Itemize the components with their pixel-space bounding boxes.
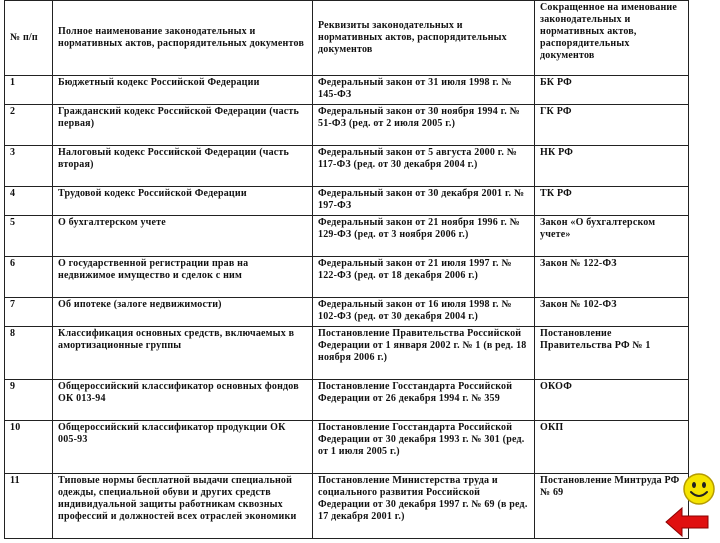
row-number: 2 <box>5 105 53 146</box>
row-details: Федеральный закон от 31 июля 1998 г. № 145-ФЗ <box>313 76 535 105</box>
row-name: Налоговый кодекс Российской Федерации (часть вторая) <box>53 146 313 187</box>
row-details: Постановление Правительства Российской Федерации от 1 января 2002 г. № 1 (в ред. 18 ноября 2006 г.) <box>313 327 535 380</box>
row-short: Постановление Минтруда РФ № 69 <box>535 474 689 539</box>
table-row <box>5 327 689 380</box>
row-number: 7 <box>5 298 53 327</box>
header-details: Реквизиты законодательных и нормативных актов, распорядительных документов <box>313 1 535 76</box>
table-row <box>5 76 689 105</box>
row-number: 9 <box>5 380 53 421</box>
row-name: О бухгалтерском учете <box>53 216 313 257</box>
row-name: Классификация основных средств, включаемых в амортизационные группы <box>53 327 313 380</box>
row-name: Бюджетный кодекс Российской Федерации <box>53 76 313 105</box>
row-name: Общероссийский классификатор основных фондов ОК 013-94 <box>53 380 313 421</box>
row-details: Федеральный закон от 30 декабря 2001 г. № 197-ФЗ <box>313 187 535 216</box>
row-short: ОКОФ <box>535 380 689 421</box>
row-number: 5 <box>5 216 53 257</box>
smiley-left-eye <box>692 482 696 488</box>
row-name: Об ипотеке (залоге недвижимости) <box>53 298 313 327</box>
row-number: 4 <box>5 187 53 216</box>
row-number: 3 <box>5 146 53 187</box>
table-row <box>5 216 689 257</box>
smiley-face-circle <box>684 474 714 504</box>
row-details: Федеральный закон от 5 августа 2000 г. № 117-ФЗ (ред. от 30 декабря 2004 г.) <box>313 146 535 187</box>
table-row <box>5 421 689 474</box>
header-short-name: Сокращенное на именование законодательных и нормативных актов, распорядительных документов <box>535 1 689 76</box>
back-arrow-icon[interactable] <box>664 506 710 538</box>
table-row <box>5 380 689 421</box>
smiley-face-icon[interactable] <box>682 472 716 506</box>
row-number: 8 <box>5 327 53 380</box>
row-short: ОКП <box>535 421 689 474</box>
row-number: 6 <box>5 257 53 298</box>
table-row <box>5 474 689 539</box>
header-full-name: Полное наименование законодательных и нормативных актов, распорядительных документов <box>53 1 313 76</box>
row-short: ГК РФ <box>535 105 689 146</box>
row-short: Закон № 102-ФЗ <box>535 298 689 327</box>
table-row <box>5 298 689 327</box>
row-details: Постановление Госстандарта Российской Федерации от 30 декабря 1993 г. № 301 (ред. от 1 июля 2005 г.) <box>313 421 535 474</box>
row-name: Гражданский кодекс Российской Федерации (часть первая) <box>53 105 313 146</box>
row-short: НК РФ <box>535 146 689 187</box>
table-row <box>5 146 689 187</box>
row-details: Постановление Госстандарта Российской Федерации от 26 декабря 1994 г. № 359 <box>313 380 535 421</box>
row-number: 11 <box>5 474 53 539</box>
row-name: О государственной регистрации прав на недвижимое имущество и сделок с ним <box>53 257 313 298</box>
row-short: Постановление Правительства РФ № 1 <box>535 327 689 380</box>
row-details: Федеральный закон от 30 ноября 1994 г. № 51-ФЗ (ред. от 2 июля 2005 г.) <box>313 105 535 146</box>
row-name: Типовые нормы бесплатной выдачи специальной одежды, специальной обуви и других средств индивидуальной защиты работникам сквозных профессий и должностей всех отраслей экономики <box>53 474 313 539</box>
legislation-table <box>4 0 689 539</box>
row-details: Федеральный закон от 21 ноября 1996 г. № 129-ФЗ (ред. от 3 ноября 2006 г.) <box>313 216 535 257</box>
row-name: Общероссийский классификатор продукции ОК 005-93 <box>53 421 313 474</box>
table-row <box>5 187 689 216</box>
row-short: БК РФ <box>535 76 689 105</box>
row-details: Федеральный закон от 21 июля 1997 г. № 122-ФЗ (ред. от 18 декабря 2006 г.) <box>313 257 535 298</box>
table-header-row <box>5 1 689 76</box>
row-short: Закон № 122-ФЗ <box>535 257 689 298</box>
row-number: 1 <box>5 76 53 105</box>
row-details: Федеральный закон от 16 июля 1998 г. № 102-ФЗ (ред. от 30 декабря 2004 г.) <box>313 298 535 327</box>
header-number: № п/п <box>5 1 53 76</box>
row-short: Закон «О бухгалтерском учете» <box>535 216 689 257</box>
table-row <box>5 105 689 146</box>
row-short: ТК РФ <box>535 187 689 216</box>
row-details: Постановление Министерства труда и социального развития Российской Федерации от 30 декабря 1997 г. № 69 (в ред. 17 декабря 2001 г.) <box>313 474 535 539</box>
row-name: Трудовой кодекс Российской Федерации <box>53 187 313 216</box>
row-number: 10 <box>5 421 53 474</box>
smiley-right-eye <box>702 482 706 488</box>
table-row <box>5 257 689 298</box>
back-arrow-shape <box>666 508 708 536</box>
